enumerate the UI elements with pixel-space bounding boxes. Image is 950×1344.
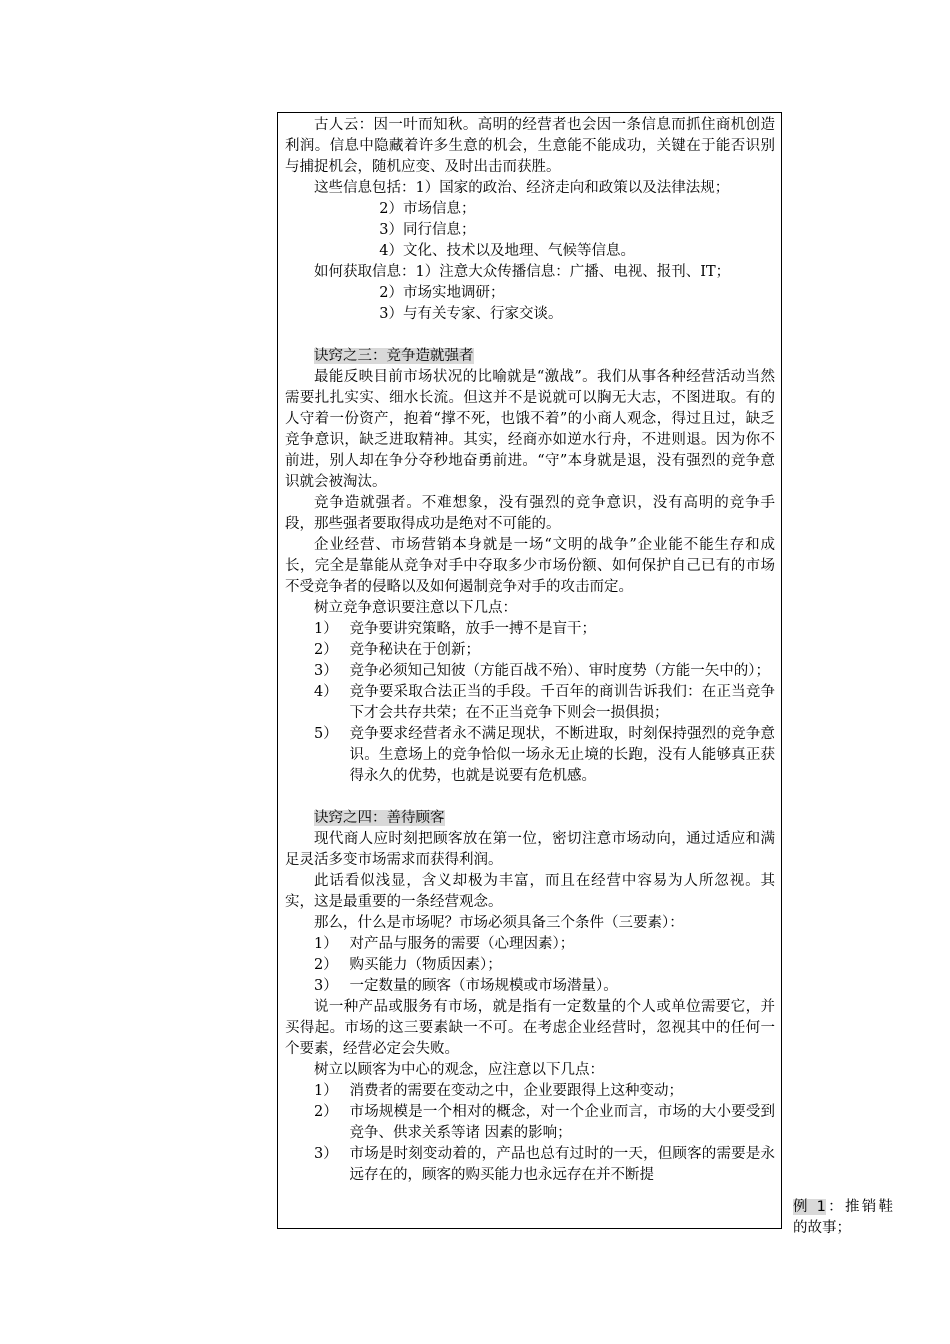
list-number: 3） <box>314 1146 338 1162</box>
paragraph: 那么，什么是市场呢？市场必须具备三个条件（三要素）： <box>314 915 684 931</box>
list-item <box>285 1144 775 1186</box>
spacer <box>285 787 775 808</box>
side-note <box>793 1197 893 1239</box>
list-item <box>285 682 775 724</box>
list-number: 4） <box>314 684 338 700</box>
list-text: 竞争必须知己知彼（方能百战不殆）、审时度势（方能一矢中的）； <box>349 663 771 679</box>
list-text: 市场是时刻变动着的，产品也总有过时的一天，但顾客的需要是永远存在的，顾客的购买能力也永远存在并不断提 <box>349 1146 775 1183</box>
list-text: 竞争要求经营者永不满足现状，不断进取，时刻保持强烈的竞争意识。生意场上的竞争恰似一场永无止境的长跑，没有人能够真正获得永久的优势，也就是说要有危机感。 <box>349 726 775 784</box>
list-number: 3） <box>314 978 338 994</box>
paragraph: 树立以顾客为中心的观念，应注意以下几点： <box>314 1062 604 1078</box>
paragraph: 此话看似浅显，含义却极为丰富，而且在经营中容易为人所忽视。其实，这是最重要的一条经营观念。 <box>285 873 775 910</box>
text-box <box>277 112 782 1229</box>
sub-line: 2）市场实地调研； <box>379 285 505 301</box>
sub-line: 3）与有关专家、行家交谈。 <box>379 306 563 322</box>
list-number: 1） <box>314 936 338 952</box>
spacer <box>285 325 775 346</box>
sub-line: 4）文化、技术以及地理、气候等信息。 <box>379 243 635 259</box>
list-text: 对产品与服务的需要（心理因素）； <box>349 936 575 952</box>
list-text: 消费者的需要在变动之中，企业要跟得上这种变动； <box>349 1083 684 1099</box>
paragraph: 竞争造就强者。不难想象，没有强烈的竞争意识，没有高明的竞争手段，那些强者要取得成功是绝对不可能的。 <box>285 495 775 532</box>
list-item <box>285 640 775 661</box>
list-item <box>285 619 775 640</box>
list-item <box>285 661 775 682</box>
paragraph: 说一种产品或服务有市场，就是指有一定数量的个人或单位需要它，并买得起。市场的这三要素缺一不可。在考虑企业经营时，忽视其中的任何一个要素，经营必定会失败。 <box>285 999 775 1057</box>
list-item <box>285 976 775 997</box>
sub-line: 3）同行信息； <box>379 222 476 238</box>
section-heading-text: 诀窍之三：竞争造就强者 <box>314 348 474 364</box>
side-note-text: ：推销鞋的故事； <box>793 1199 893 1236</box>
list-item <box>285 1081 775 1102</box>
paragraph: 树立竞争意识要注意以下几点： <box>314 600 517 616</box>
paragraph: 企业经营、市场营销本身就是一场“文明的战争”企业能不能生存和成长，完全是靠能从竞争对手中夺取多少市场份额、如何保护自己已有的市场不受竞争者的侵略以及如何遏制竞争对手的攻击而定。 <box>285 537 775 595</box>
list-number: 5） <box>314 726 338 742</box>
list-item <box>285 934 775 955</box>
list-number: 3） <box>314 663 338 679</box>
document-body <box>285 115 775 1186</box>
sub-line: 2）市场信息； <box>379 201 476 217</box>
list-number: 2） <box>314 642 338 658</box>
numbered-list <box>285 934 775 997</box>
side-note-tag: 例 1 <box>793 1199 826 1215</box>
list-text: 竞争秘诀在于创新； <box>349 642 481 658</box>
paragraph: 这些信息包括：1）国家的政治、经济走向和政策以及法律法规； <box>314 180 730 196</box>
list-number: 1） <box>314 621 338 637</box>
paragraph: 如何获取信息：1）注意大众传播信息：广播、电视、报刊、IT； <box>314 264 731 280</box>
paragraph: 现代商人应时刻把顾客放在第一位，密切注意市场动向，通过适应和满足灵活多变市场需求而获得利润。 <box>285 831 775 868</box>
section-heading-text: 诀窍之四：善待顾客 <box>314 810 445 826</box>
list-number: 2） <box>314 957 338 973</box>
list-text: 市场规模是一个相对的概念，对一个企业而言，市场的大小要受到竞争、供求关系等诸 因素的影响； <box>349 1104 775 1141</box>
numbered-list <box>285 1081 775 1186</box>
section-heading <box>314 346 775 367</box>
list-number: 2） <box>314 1104 338 1120</box>
section-heading <box>314 808 775 829</box>
list-text: 一定数量的顾客（市场规模或市场潜量）。 <box>349 978 618 994</box>
paragraph: 古人云：因一叶而知秋。高明的经营者也会因一条信息而抓住商机创造利润。信息中隐藏着许多生意的机会，生意能不能成功，关键在于能否识别与捕捉机会，随机应变、及时出击而获胜。 <box>285 117 775 175</box>
list-text: 购买能力（物质因素）； <box>349 957 502 973</box>
list-number: 1） <box>314 1083 338 1099</box>
list-item <box>285 724 775 787</box>
list-item <box>285 955 775 976</box>
paragraph: 最能反映目前市场状况的比喻就是“激战”。我们从事各种经营活动当然需要扎扎实实、细水长流。但这并不是说就可以胸无大志，不图进取。有的人守着一份资产，抱着“撑不死，也饿不着”的小商人观念，得过且过，缺乏竞争意识，缺乏进取精神。其实，经商亦如逆水行舟，不进则退。因为你不前进，别人却在争分夺秒地奋勇前进。“守”本身就是退，没有强烈的竞争意识就会被淘汰。 <box>285 369 775 490</box>
numbered-list <box>285 619 775 787</box>
list-text: 竞争要采取合法正当的手段。千百年的商训告诉我们：在正当竞争下才会共存共荣；在不正当竞争下则会一损俱损； <box>349 684 775 721</box>
list-item <box>285 1102 775 1144</box>
list-text: 竞争要讲究策略，放手一搏不是盲干； <box>349 621 597 637</box>
